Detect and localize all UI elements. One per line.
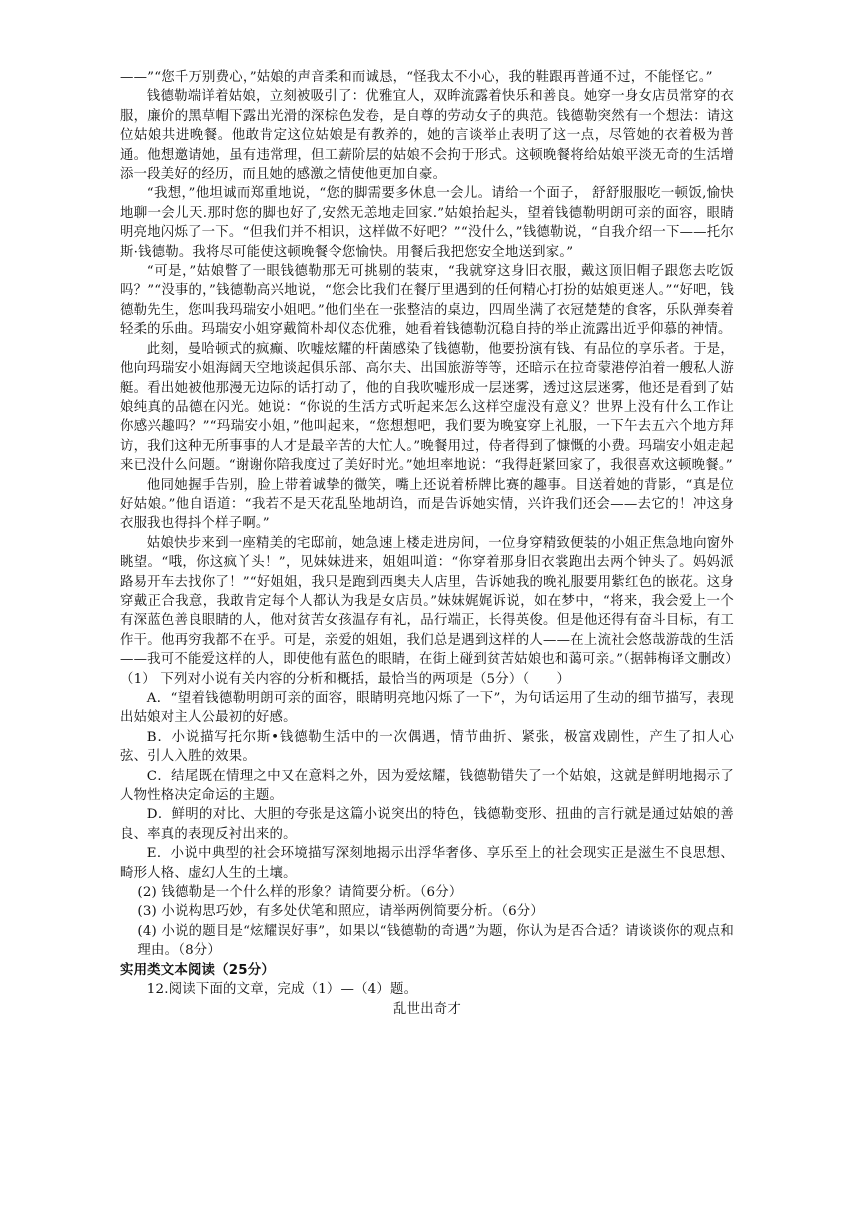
- article-title: 乱世出奇才: [393, 1001, 461, 1017]
- story-paragraph: 钱德勒端详着姑娘，立刻被吸引了：优雅宜人，双眸流露着快乐和善良。她穿一身女店员常穿的衣服，廉价的黑草帽下露出光滑的深棕色发卷，是自尊的劳动女子的典范。钱德勒突然有一个想法：请这位姑娘共进晚餐。他敢肯定这位姑娘是有教养的，她的言谈举止表明了这一点，尽管她的衣着极为普通。他想邀请她，虽有违常理，但工薪阶层的姑娘不会拘于形式。这顿晚餐将给姑娘平淡无奇的生活增添一段美好的经历，而且她的感激之情使他更加自豪。: [120, 89, 734, 183]
- story-paragraph: 姑娘快步来到一座精美的宅邸前，她急速上楼走进房间，一位身穿精致便装的小姐正焦急地向窗外眺望。“哦，你这疯丫头！”，见妹妹进来，姐姐叫道：“你穿着那身旧衣裳跑出去两个钟头了。妈妈派路易开车去找你了！”“好姐姐，我只是跑到西奥夫人店里，告诉她我的晚礼服要用紫红色的嵌花。这身穿戴正合我意，我敢肯定每个人都认为我是女店员。”妹妹娓娓诉说，如在梦中，“将来，我会爱上一个有深蓝色善良眼睛的人，他对贫苦女孩温存有礼，品行端正，长得英俊。但是他还得有奋斗目标，有工作干。他再穷我都不在乎。可是，亲爱的姐姐，我们总是遇到这样的人——在上流社会悠哉游哉的生活——我可不能爱这样的人，即使他有蓝色的眼睛，在街上碰到贫苦姑娘也和蔼可亲。”（据韩梅译文删改）: [120, 535, 739, 668]
- story-paragraph: “可是，”姑娘瞥了一眼钱德勒那无可挑剔的装束，“我就穿这身旧衣服，戴这顶旧帽子跟您去吃饭吗？”“没事的，”钱德勒高兴地说，“您会比我们在餐厅里遇到的任何精心打扮的姑娘更迷人。”“好吧，钱德勒先生，您叫我玛瑞安小姐吧。”他们坐在一张整洁的桌边，四周坐满了衣冠楚楚的食客，乐队弹奏着轻柔的乐曲。玛瑞安小姐穿戴简朴却仪态优雅，她看着钱德勒沉稳自持的举止流露出近乎仰慕的神情。: [120, 264, 734, 338]
- option-a: A．“望着钱德勒明朗可亲的面容，眼睛明亮地闪烁了一下”，为句话运用了生动的细节描写，表现出姑娘对主人公最初的好感。: [120, 691, 734, 726]
- story-paragraph: ——”“您千万别费心，”姑娘的声音柔和而诚恳，“怪我太不小心，我的鞋跟再普通不过，不能怪它。”: [120, 70, 713, 85]
- story-paragraph: 此刻，曼哈顿式的疯癫、吹嘘炫耀的杆菌感染了钱德勒，他要扮演有钱、有品位的享乐者。于是，他向玛瑞安小姐海阔天空地谈起俱乐部、高尔夫、出国旅游等等，还暗示在拉奇蒙港停泊着一艘私人游艇。看出她被他那漫无边际的话打动了，他的自我吹嘘形成一层迷雾，透过这层迷雾，他还是看到了姑娘纯真的品德在闪光。她说：“你说的生活方式听起来怎么这样空虚没有意义？世界上没有什么工作让你感兴趣吗？”“玛瑞安小姐，”他叫起来，“您想想吧，我们要为晚宴穿上礼服，一下午去五六个地方拜访，我们这种无所事事的人才是最辛苦的大忙人。”晚餐用过，侍者得到了慷慨的小费。玛瑞安小姐走起来已没什么问题。“谢谢你陪我度过了美好时光。”她坦率地说：“我得赶紧回家了，我很喜欢这顿晚餐。”: [120, 341, 734, 474]
- story-paragraph: “我想，”他坦诚而郑重地说，“您的脚需要多休息一会儿。请给一个面子， 舒舒服服吃一顿饭,愉快地聊一会儿天.那时您的脚也好了,安然无恙地走回家.”姑娘抬起头，望着钱德勒明朗可亲的面容，眼睛明亮地闪烁了一下。“但我们并不相识，这样做不好吧？”“没什么，”钱德勒说，“自我介绍一下——托尔斯·钱德勒。我将尽可能使这顿晚餐令您愉快。用餐后我把您安全地送到家。”: [120, 186, 734, 260]
- option-e: E．小说中典型的社会环境描写深刻地揭示出浮华奢侈、享乐至上的社会现实正是滋生不良思想、畸形人格、虚幻人生的土壤。: [120, 846, 734, 881]
- question-4: (4) 小说的题目是“炫耀误好事”，如果以“钱德勒的奇遇”为题，你认为是否合适？请谈谈你的观点和理由。（8分）: [137, 923, 734, 959]
- exam-page: [120, 68, 739, 1019]
- section-instruction: 12.阅读下面的文章，完成（1）—（4）题。: [146, 982, 418, 998]
- story-paragraph: 他同她握手告别，脸上带着诚挚的微笑，嘴上还说着桥牌比赛的趣事。目送着她的背影，“真是位好姑娘。”他自语道：“我若不是天花乱坠地胡诌，而是告诉她实情，兴许我们还会——去它的！冲这身衣服我也得抖个样子啊。”: [120, 477, 734, 532]
- option-c: C．结尾既在情理之中又在意料之外，因为爱炫耀，钱德勒错失了一个姑娘，这就是鲜明地揭示了人物性格决定命运的主题。: [120, 768, 734, 804]
- question-3: (3) 小说构思巧妙，有多处伏笔和照应，请举两例简要分析。（6分）: [137, 904, 544, 920]
- option-b: B．小说描写托尔斯•钱德勒生活中的一次偶遇，情节曲折、紧张，极富戏剧性，产生了扣人心弦、引人入胜的效果。: [120, 729, 734, 765]
- question-2: (2) 钱德勒是一个什么样的形象？请简要分析。（6分）: [137, 885, 463, 901]
- section-heading: 实用类文本阅读（25分）: [120, 962, 275, 978]
- option-d: D．鲜明的对比、大胆的夸张是这篇小说突出的特色，钱德勒变形、扭曲的言行就是通过姑娘的善良、率真的表现反衬出来的。: [120, 807, 734, 842]
- question-1-stem: （1） 下列对小说有关内容的分析和概括，最恰当的两项是（5分）（ ）: [120, 671, 571, 687]
